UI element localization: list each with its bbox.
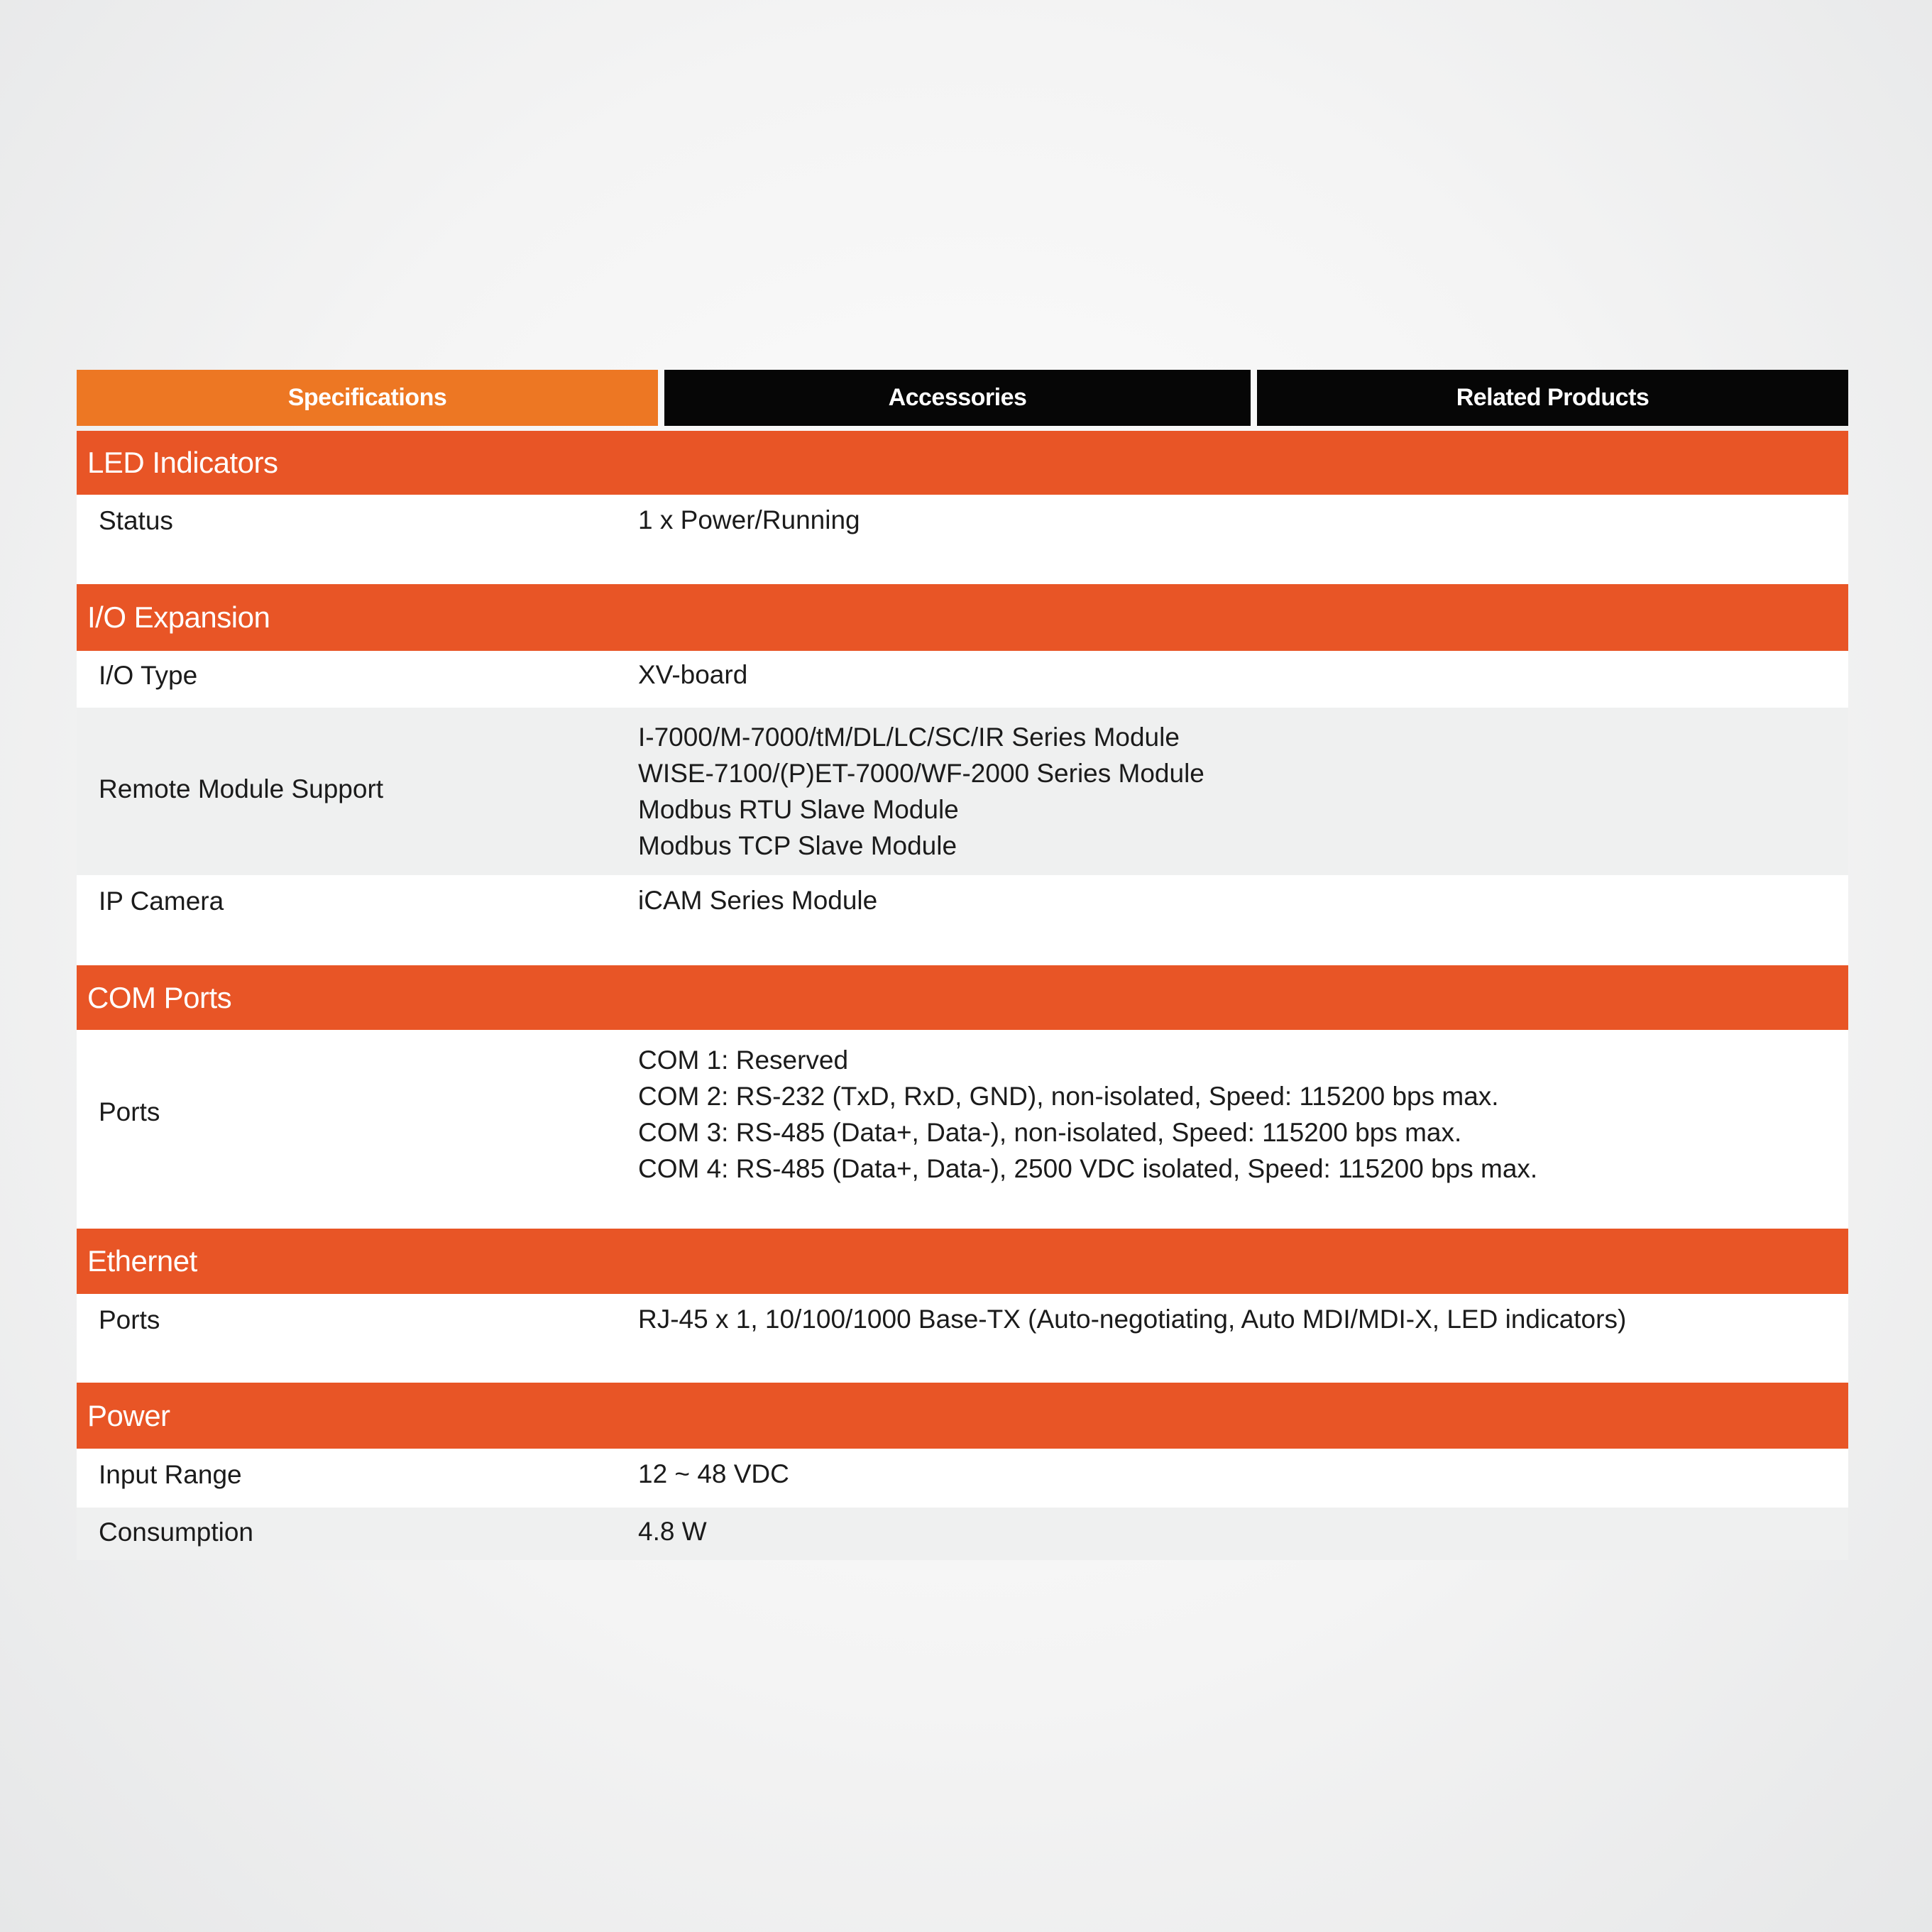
spec-label: Consumption: [99, 1517, 254, 1547]
section-title: I/O Expansion: [87, 600, 270, 634]
section-title: Ethernet: [87, 1244, 197, 1278]
spec-label: Input Range: [99, 1460, 242, 1489]
section-header-ethernet: [77, 1229, 1848, 1294]
spec-value: Modbus TCP Slave Module: [638, 831, 957, 860]
section-title: Power: [87, 1398, 170, 1432]
spec-row-ethernet-ports: [77, 1294, 1848, 1383]
tab-specifications[interactable]: Specifications: [77, 370, 658, 426]
spec-value: iCAM Series Module: [638, 886, 878, 915]
spec-value: 1 x Power/Running: [638, 505, 860, 534]
spec-value: COM 3: RS-485 (Data+, Data-), non-isolated, Speed: 115200 bps max.: [638, 1118, 1462, 1147]
section-title: COM Ports: [87, 980, 232, 1014]
spec-value: COM 4: RS-485 (Data+, Data-), 2500 VDC isolated, Speed: 115200 bps max.: [638, 1154, 1538, 1183]
spec-row-com-ports: [77, 1030, 1848, 1229]
spec-label: Ports: [99, 1097, 160, 1126]
section-header-power: [77, 1383, 1848, 1449]
section-header-io-expansion: [77, 584, 1848, 651]
spec-label: IP Camera: [99, 887, 224, 916]
spec-value: COM 2: RS-232 (TxD, RxD, GND), non-isolated, Speed: 115200 bps max.: [638, 1082, 1499, 1111]
spec-row-ip-camera: [77, 875, 1848, 965]
spec-label: Remote Module Support: [99, 774, 384, 803]
spec-value: COM 1: Reserved: [638, 1045, 849, 1075]
spec-row-remote-module-support: [77, 708, 1848, 875]
spec-value: RJ-45 x 1, 10/100/1000 Base-TX (Auto-negotiating, Auto MDI/MDI-X, LED indicators): [638, 1305, 1627, 1334]
spec-label: Ports: [99, 1305, 160, 1334]
tab-accessories[interactable]: Accessories: [664, 370, 1251, 426]
spec-label: I/O Type: [99, 661, 198, 690]
section-header-led-indicators: [77, 431, 1848, 495]
spec-row-consumption: [77, 1508, 1848, 1560]
spec-value: 4.8 W: [638, 1517, 707, 1546]
spec-value: XV-board: [638, 660, 748, 689]
spec-table: [77, 431, 1848, 1560]
spec-value: 12 ~ 48 VDC: [638, 1459, 789, 1488]
section-title: LED Indicators: [87, 446, 278, 479]
spec-value: WISE-7100/(P)ET-7000/WF-2000 Series Module: [638, 759, 1204, 788]
spec-row-status: [77, 495, 1848, 584]
spec-row-io-type: [77, 651, 1848, 708]
spec-label: Status: [99, 506, 173, 535]
spec-tabs: [77, 370, 1848, 426]
tab-related-products[interactable]: Related Products: [1257, 370, 1848, 426]
spec-value: Modbus RTU Slave Module: [638, 795, 959, 824]
spec-row-input-range: [77, 1449, 1848, 1508]
section-header-com-ports: [77, 965, 1848, 1030]
spec-value: I-7000/M-7000/tM/DL/LC/SC/IR Series Module: [638, 723, 1180, 752]
